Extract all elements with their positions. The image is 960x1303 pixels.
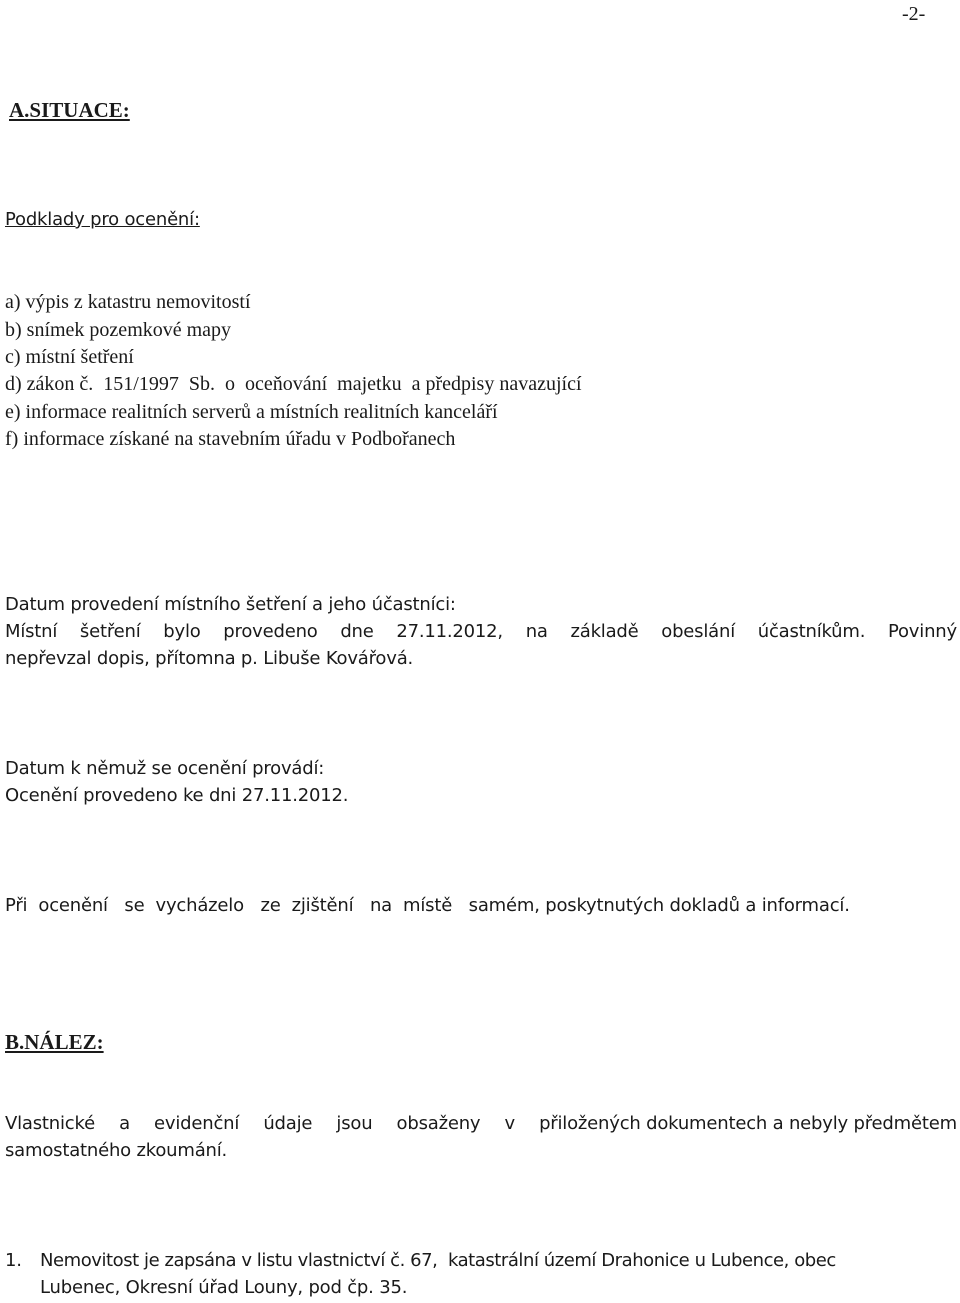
mistni-setreni-line1 [5,620,957,644]
vlastnicke-line2: samostatného zkoumání. [5,1140,228,1161]
word: Místní [5,621,58,642]
word: účastníkům. [757,621,866,642]
word: údaje [263,1113,313,1134]
word: dne [340,621,374,642]
word: obeslání [661,621,735,642]
podklady-item-b: b) snímek pozemkové mapy [5,319,232,341]
item-1-number: 1. [5,1250,22,1271]
section-b-heading: B.NÁLEZ: [5,1030,104,1054]
word: 27.11.2012, [396,621,503,642]
podklady-title: Podklady pro ocenění: [5,209,200,230]
pri-oceneni-text: Při ocenění se vycházelo ze zjištění na místě samém, poskytnutých dokladů a informací. [5,895,850,916]
mistni-setreni-line2: nepřevzal dopis, přítomna p. Libuše Kovářová. [5,648,414,669]
podklady-item-d: d) zákon č. 151/1997 Sb. o oceňování majetku a předpisy navazující [5,373,582,395]
podklady-item-e: e) informace realitních serverů a místních realitních kanceláří [5,401,498,423]
word: obsaženy [396,1113,481,1134]
word: evidenční [154,1113,240,1134]
vlastnicke-line1 [5,1112,957,1136]
datum-oceneni-label: Datum k němuž se ocenění provádí: [5,758,325,779]
word: šetření [79,621,141,642]
word: bylo [163,621,201,642]
section-a-heading: A.SITUACE: [9,98,130,122]
word: přiložených dokumentech a nebyly předmětem [539,1113,957,1134]
datum-provedeni-label: Datum provedení místního šetření a jeho účastníci: [5,594,456,615]
word: a [119,1113,130,1134]
item-1-line1: Nemovitost je zapsána v listu vlastnictví č. 67, katastrální území Drahonice u Lubence, obec [40,1250,836,1271]
word: Vlastnické [5,1113,95,1134]
page-number: -2- [902,3,926,25]
word: jsou [336,1113,373,1134]
podklady-item-f: f) informace získané na stavebním úřadu v Podbořanech [5,428,456,450]
podklady-item-c: c) místní šetření [5,346,134,368]
word: základě [570,621,639,642]
podklady-item-a: a) výpis z katastru nemovitostí [5,291,251,313]
word: v [504,1113,515,1134]
item-1-line2: Lubenec, Okresní úřad Louny, pod čp. 35. [40,1277,408,1298]
datum-oceneni-value: Ocenění provedeno ke dni 27.11.2012. [5,785,349,806]
word: na [525,621,548,642]
word: Povinný [887,621,957,642]
word: provedeno [223,621,318,642]
